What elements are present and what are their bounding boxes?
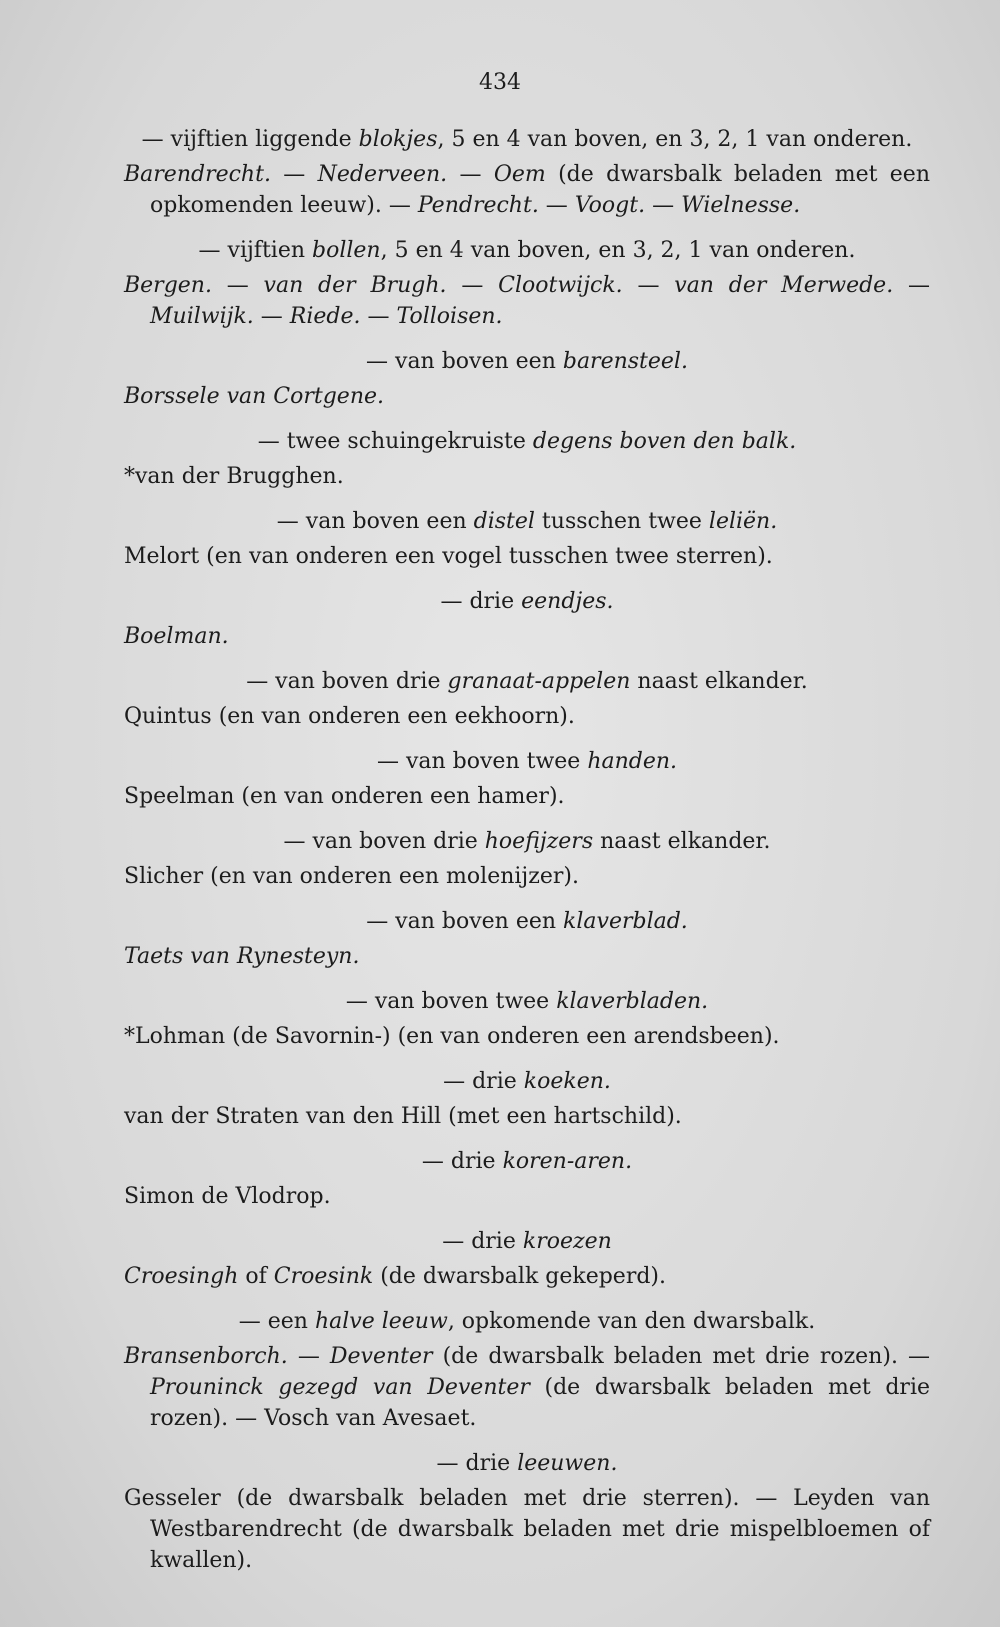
italic-text-run: barensteel. [562, 349, 688, 374]
text-run: (de dwarsbalk beladen met drie rozen). — Vosch van Avesaet. [150, 1375, 931, 1431]
text-run: Melort (en van onderen een vogel tusschen twee sterren). [124, 544, 773, 569]
text-run: of [238, 1264, 274, 1289]
text-run: — van boven een [366, 349, 563, 374]
italic-text-run: Muilwijk. [150, 304, 254, 329]
text-run: , 5 en 4 van boven, en 3, 2, 1 van onderen. [437, 127, 913, 152]
family-entry [124, 159, 930, 221]
italic-text-run: Borssele van Cortgene. [124, 384, 385, 409]
text-run: — [270, 162, 318, 187]
text-run: — van boven drie [283, 829, 485, 854]
text-run: — [893, 273, 930, 298]
italic-text-run: Croesink [273, 1264, 374, 1289]
text-run: — vijftien liggende [141, 127, 359, 152]
text-run: — drie [442, 1229, 523, 1254]
italic-text-run: Nederveen. [317, 162, 448, 187]
section-heading [124, 906, 930, 937]
italic-text-run: bollen [312, 238, 381, 263]
italic-text-run: Tolloisen. [396, 304, 503, 329]
section-heading [124, 586, 930, 617]
section-heading [124, 1066, 930, 1097]
text-run: Gesseler (de dwarsbalk beladen met drie sterren). — Leyden van Westbarendrecht (de dwarsbalk beladen met drie mispelbloemen of kwallen). [124, 1486, 930, 1573]
text-run: — van boven twee [376, 749, 588, 774]
italic-text-run: koeken. [523, 1069, 611, 1094]
italic-text-run: degens boven den balk. [532, 429, 797, 454]
family-entry [124, 1021, 930, 1052]
family-entry [124, 1483, 930, 1576]
italic-text-run: Barendrecht. [124, 162, 271, 187]
family-entry [124, 621, 930, 652]
family-entry [124, 941, 930, 972]
section-heading [124, 666, 930, 697]
italic-text-run: Boelman. [124, 624, 229, 649]
text-run: — [211, 273, 264, 298]
italic-text-run: Riede. [289, 304, 361, 329]
italic-text-run: klaverblad. [563, 909, 688, 934]
text-run: — een [238, 1309, 315, 1334]
page-content [124, 124, 930, 1576]
italic-text-run: leliën. [708, 509, 778, 534]
text-run: , 5 en 4 van boven, en 3, 2, 1 van onderen. [380, 238, 856, 263]
text-run: naast elkander. [630, 669, 808, 694]
section-heading [124, 1226, 930, 1257]
family-entry [124, 1181, 930, 1212]
text-run: — van boven een [366, 909, 564, 934]
italic-text-run: koren-aren. [502, 1149, 633, 1174]
italic-text-run: Bergen. [124, 273, 212, 298]
text-run: — [447, 162, 494, 187]
text-run: — [538, 193, 575, 218]
italic-text-run: hoefijzers [484, 829, 594, 854]
page-number: 434 [479, 70, 521, 95]
family-entry [124, 781, 930, 812]
section-heading [124, 1146, 930, 1177]
italic-text-run: handen. [587, 749, 678, 774]
family-entry [124, 1261, 930, 1292]
italic-text-run: van der Merwede. [674, 273, 894, 298]
text-run: — twee schuingekruiste [257, 429, 533, 454]
text-run: *Lohman (de Savornin-) (en van onderen een arendsbeen). [124, 1024, 780, 1049]
section-heading [124, 746, 930, 777]
family-entry [124, 461, 930, 492]
italic-text-run: kroezen [522, 1229, 612, 1254]
family-entry [124, 861, 930, 892]
text-run: — drie [443, 1069, 524, 1094]
text-run: — [446, 273, 499, 298]
text-run: *van der Brugghen. [124, 464, 344, 489]
italic-text-run: klaverbladen. [556, 989, 709, 1014]
text-run: Simon de Vlodrop. [124, 1184, 331, 1209]
section-heading [124, 124, 930, 155]
italic-text-run: Deventer [329, 1344, 433, 1369]
text-run: (de dwarsbalk gekeperd). [373, 1264, 667, 1289]
section-heading [124, 1306, 930, 1337]
section-heading [124, 1448, 930, 1479]
text-run: — vijftien [198, 238, 313, 263]
italic-text-run: van der Brugh. [263, 273, 447, 298]
italic-text-run: Voogt. [574, 193, 646, 218]
text-run: — [253, 304, 290, 329]
section-heading [124, 346, 930, 377]
text-run: — drie [421, 1149, 503, 1174]
text-run: tusschen twee [534, 509, 709, 534]
italic-text-run: Wielnesse. [681, 193, 801, 218]
italic-text-run: Clootwijck. [498, 273, 623, 298]
text-run: (de dwarsbalk beladen met drie rozen). — [432, 1344, 930, 1369]
text-run: naast elkander. [593, 829, 771, 854]
italic-text-run: halve leeuw [314, 1309, 448, 1334]
text-run: — van boven twee [345, 989, 557, 1014]
italic-text-run: Taets van Rynesteyn. [124, 944, 360, 969]
italic-text-run: Croesingh [124, 1264, 239, 1289]
text-run: (de dwarsbalk beladen met een opkomenden leeuw). — [150, 162, 930, 218]
italic-text-run: Oem [493, 162, 546, 187]
section-heading [124, 426, 930, 457]
italic-text-run: Prouninck gezegd van Deventer [150, 1375, 530, 1400]
text-run: Quintus (en van onderen een eekhoorn). [124, 704, 575, 729]
text-run: Slicher (en van onderen een molenijzer). [124, 864, 579, 889]
text-run: van der Straten van den Hill (met een hartschild). [124, 1104, 682, 1129]
text-run: — [360, 304, 397, 329]
italic-text-run: blokjes [358, 127, 438, 152]
family-entry [124, 541, 930, 572]
family-entry [124, 381, 930, 412]
text-run: — drie [440, 589, 522, 614]
section-heading [124, 506, 930, 537]
section-heading [124, 986, 930, 1017]
italic-text-run: granaat-appelen [447, 669, 631, 694]
italic-text-run: Pendrecht. [417, 193, 539, 218]
text-run: — [287, 1344, 330, 1369]
italic-text-run: leeuwen. [517, 1451, 618, 1476]
text-run: — [645, 193, 682, 218]
text-run: — drie [436, 1451, 518, 1476]
section-heading [124, 826, 930, 857]
text-run: Speelman (en van onderen een hamer). [124, 784, 565, 809]
family-entry [124, 1341, 930, 1434]
section-heading [124, 235, 930, 266]
family-entry [124, 701, 930, 732]
text-run: — van boven een [276, 509, 474, 534]
text-run: , opkomende van den dwarsbalk. [447, 1309, 816, 1334]
family-entry [124, 270, 930, 332]
italic-text-run: eendjes. [521, 589, 614, 614]
italic-text-run: Bransenborch. [124, 1344, 288, 1369]
italic-text-run: distel [473, 509, 535, 534]
text-run: — [622, 273, 675, 298]
text-run: — van boven drie [246, 669, 448, 694]
family-entry [124, 1101, 930, 1132]
